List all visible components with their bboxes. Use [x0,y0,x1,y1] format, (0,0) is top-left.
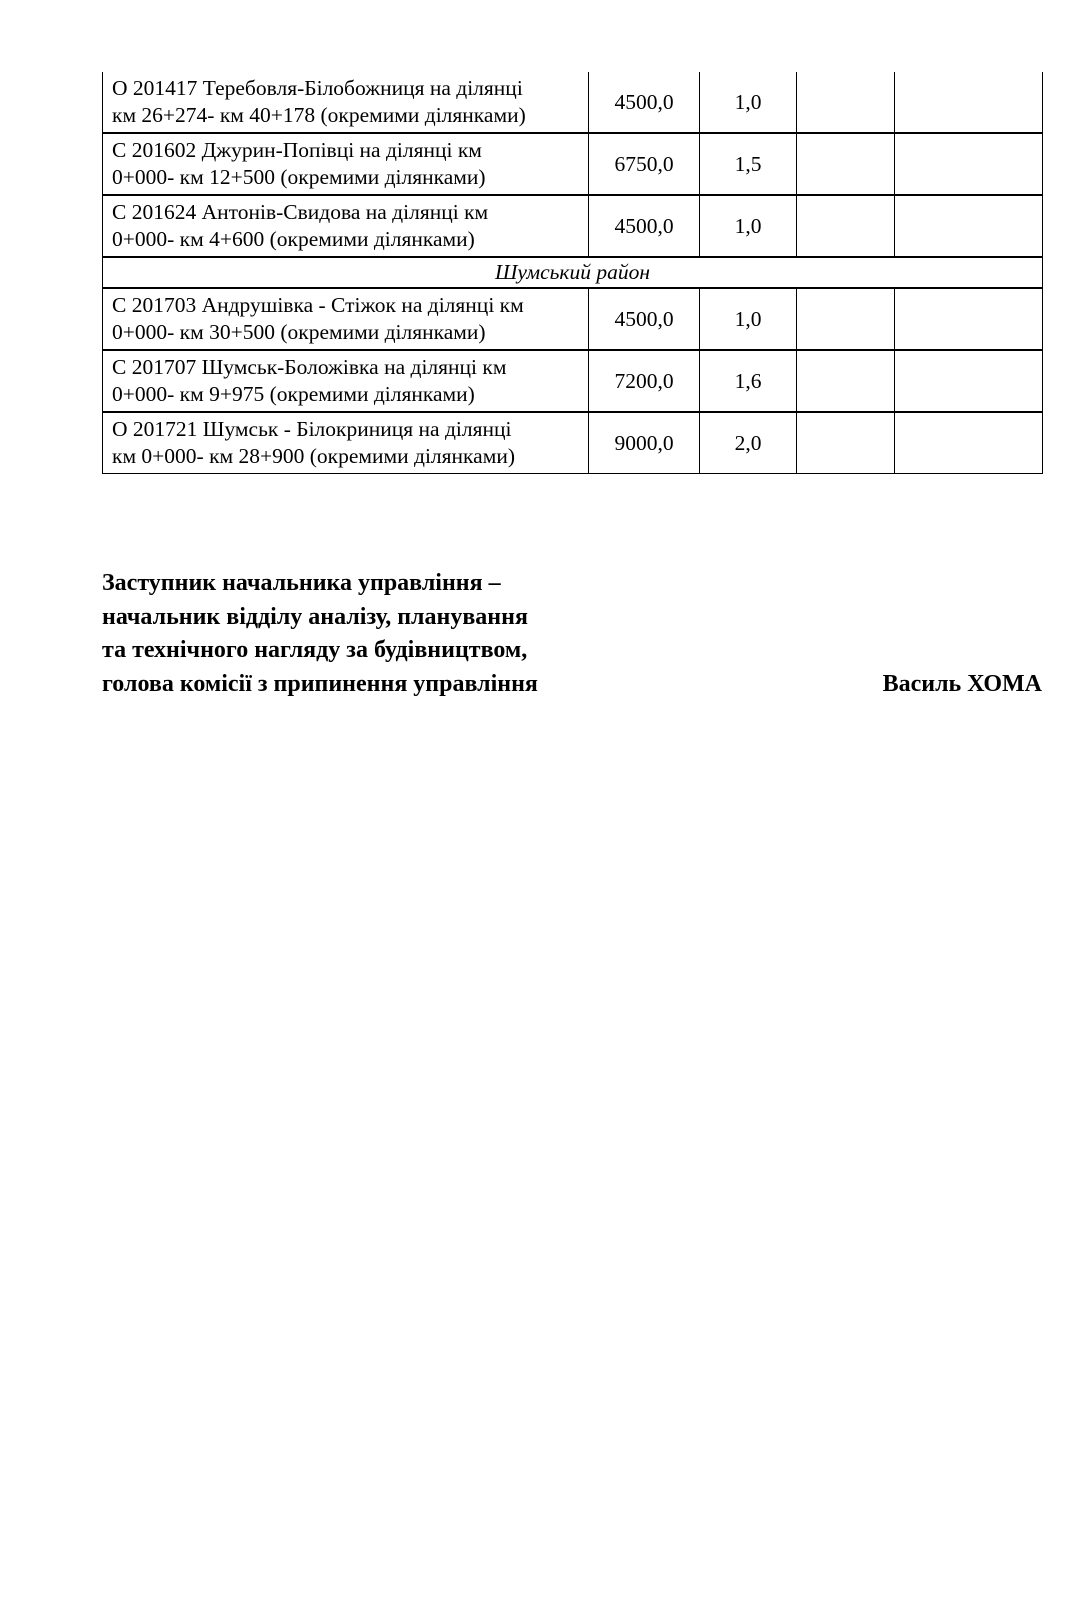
empty-cell [797,412,895,474]
empty-cell [797,72,895,133]
road-name-line: О 201721 Шумськ - Білокриниця на ділянці [112,417,512,441]
cost-cell: 4500,0 [589,288,700,350]
road-name-cell [103,195,589,257]
empty-cell [895,72,1043,133]
signatory-name: Василь ХОМА [882,670,1042,697]
empty-cell [797,133,895,195]
district-row [103,257,1043,288]
road-name-line: О 201417 Теребовля-Білобожниця на ділянці [112,76,523,100]
road-name-cell [103,412,589,474]
roads-table [102,72,1043,474]
road-name-line: 0+000- км 9+975 (окремими ділянками) [112,382,475,406]
empty-cell [895,195,1043,257]
signature-block [102,567,1042,701]
signature-title-line: начальник відділу аналізу, планування [102,603,528,630]
empty-cell [895,412,1043,474]
signature-title-line: голова комісії з припинення управління [102,670,538,697]
road-name-line: 0+000- км 4+600 (окремими ділянками) [112,227,475,251]
length-cell: 1,0 [700,288,797,350]
road-name-line: 0+000- км 30+500 (окремими ділянками) [112,320,486,344]
signature-title-line: Заступник начальника управління – [102,570,501,596]
road-name-cell [103,350,589,412]
table-row [103,350,1043,412]
length-cell: 2,0 [700,412,797,474]
table-row [103,133,1043,195]
road-name-line: С 201707 Шумськ-Боложівка на ділянці км [112,355,507,379]
cost-cell: 4500,0 [589,195,700,257]
length-cell: 1,0 [700,195,797,257]
signature-title-line: та технічного нагляду за будівництвом, [102,637,528,663]
district-label: Шумський район [103,257,1043,288]
cost-cell: 7200,0 [589,350,700,412]
empty-cell [895,133,1043,195]
road-name-cell [103,72,589,133]
table-row [103,288,1043,350]
road-name-line: 0+000- км 12+500 (окремими ділянками) [112,165,486,189]
road-name-line: км 26+274- км 40+178 (окремими ділянками) [112,103,526,127]
road-name-cell [103,288,589,350]
length-cell: 1,0 [700,72,797,133]
road-name-line: С 201703 Андрушівка - Стіжок на ділянці км [112,293,524,317]
table-row [103,412,1043,474]
road-name-line: С 201602 Джурин-Попівці на ділянці км [112,138,482,162]
empty-cell [797,288,895,350]
empty-cell [895,288,1043,350]
table-row [103,195,1043,257]
empty-cell [797,195,895,257]
empty-cell [895,350,1043,412]
length-cell: 1,5 [700,133,797,195]
cost-cell: 9000,0 [589,412,700,474]
road-name-line: км 0+000- км 28+900 (окремими ділянками) [112,444,515,468]
table-row [103,72,1043,133]
road-name-line: С 201624 Антонів-Свидова на ділянці км [112,200,489,224]
cost-cell: 6750,0 [589,133,700,195]
cost-cell: 4500,0 [589,72,700,133]
length-cell: 1,6 [700,350,797,412]
empty-cell [797,350,895,412]
road-name-cell [103,133,589,195]
